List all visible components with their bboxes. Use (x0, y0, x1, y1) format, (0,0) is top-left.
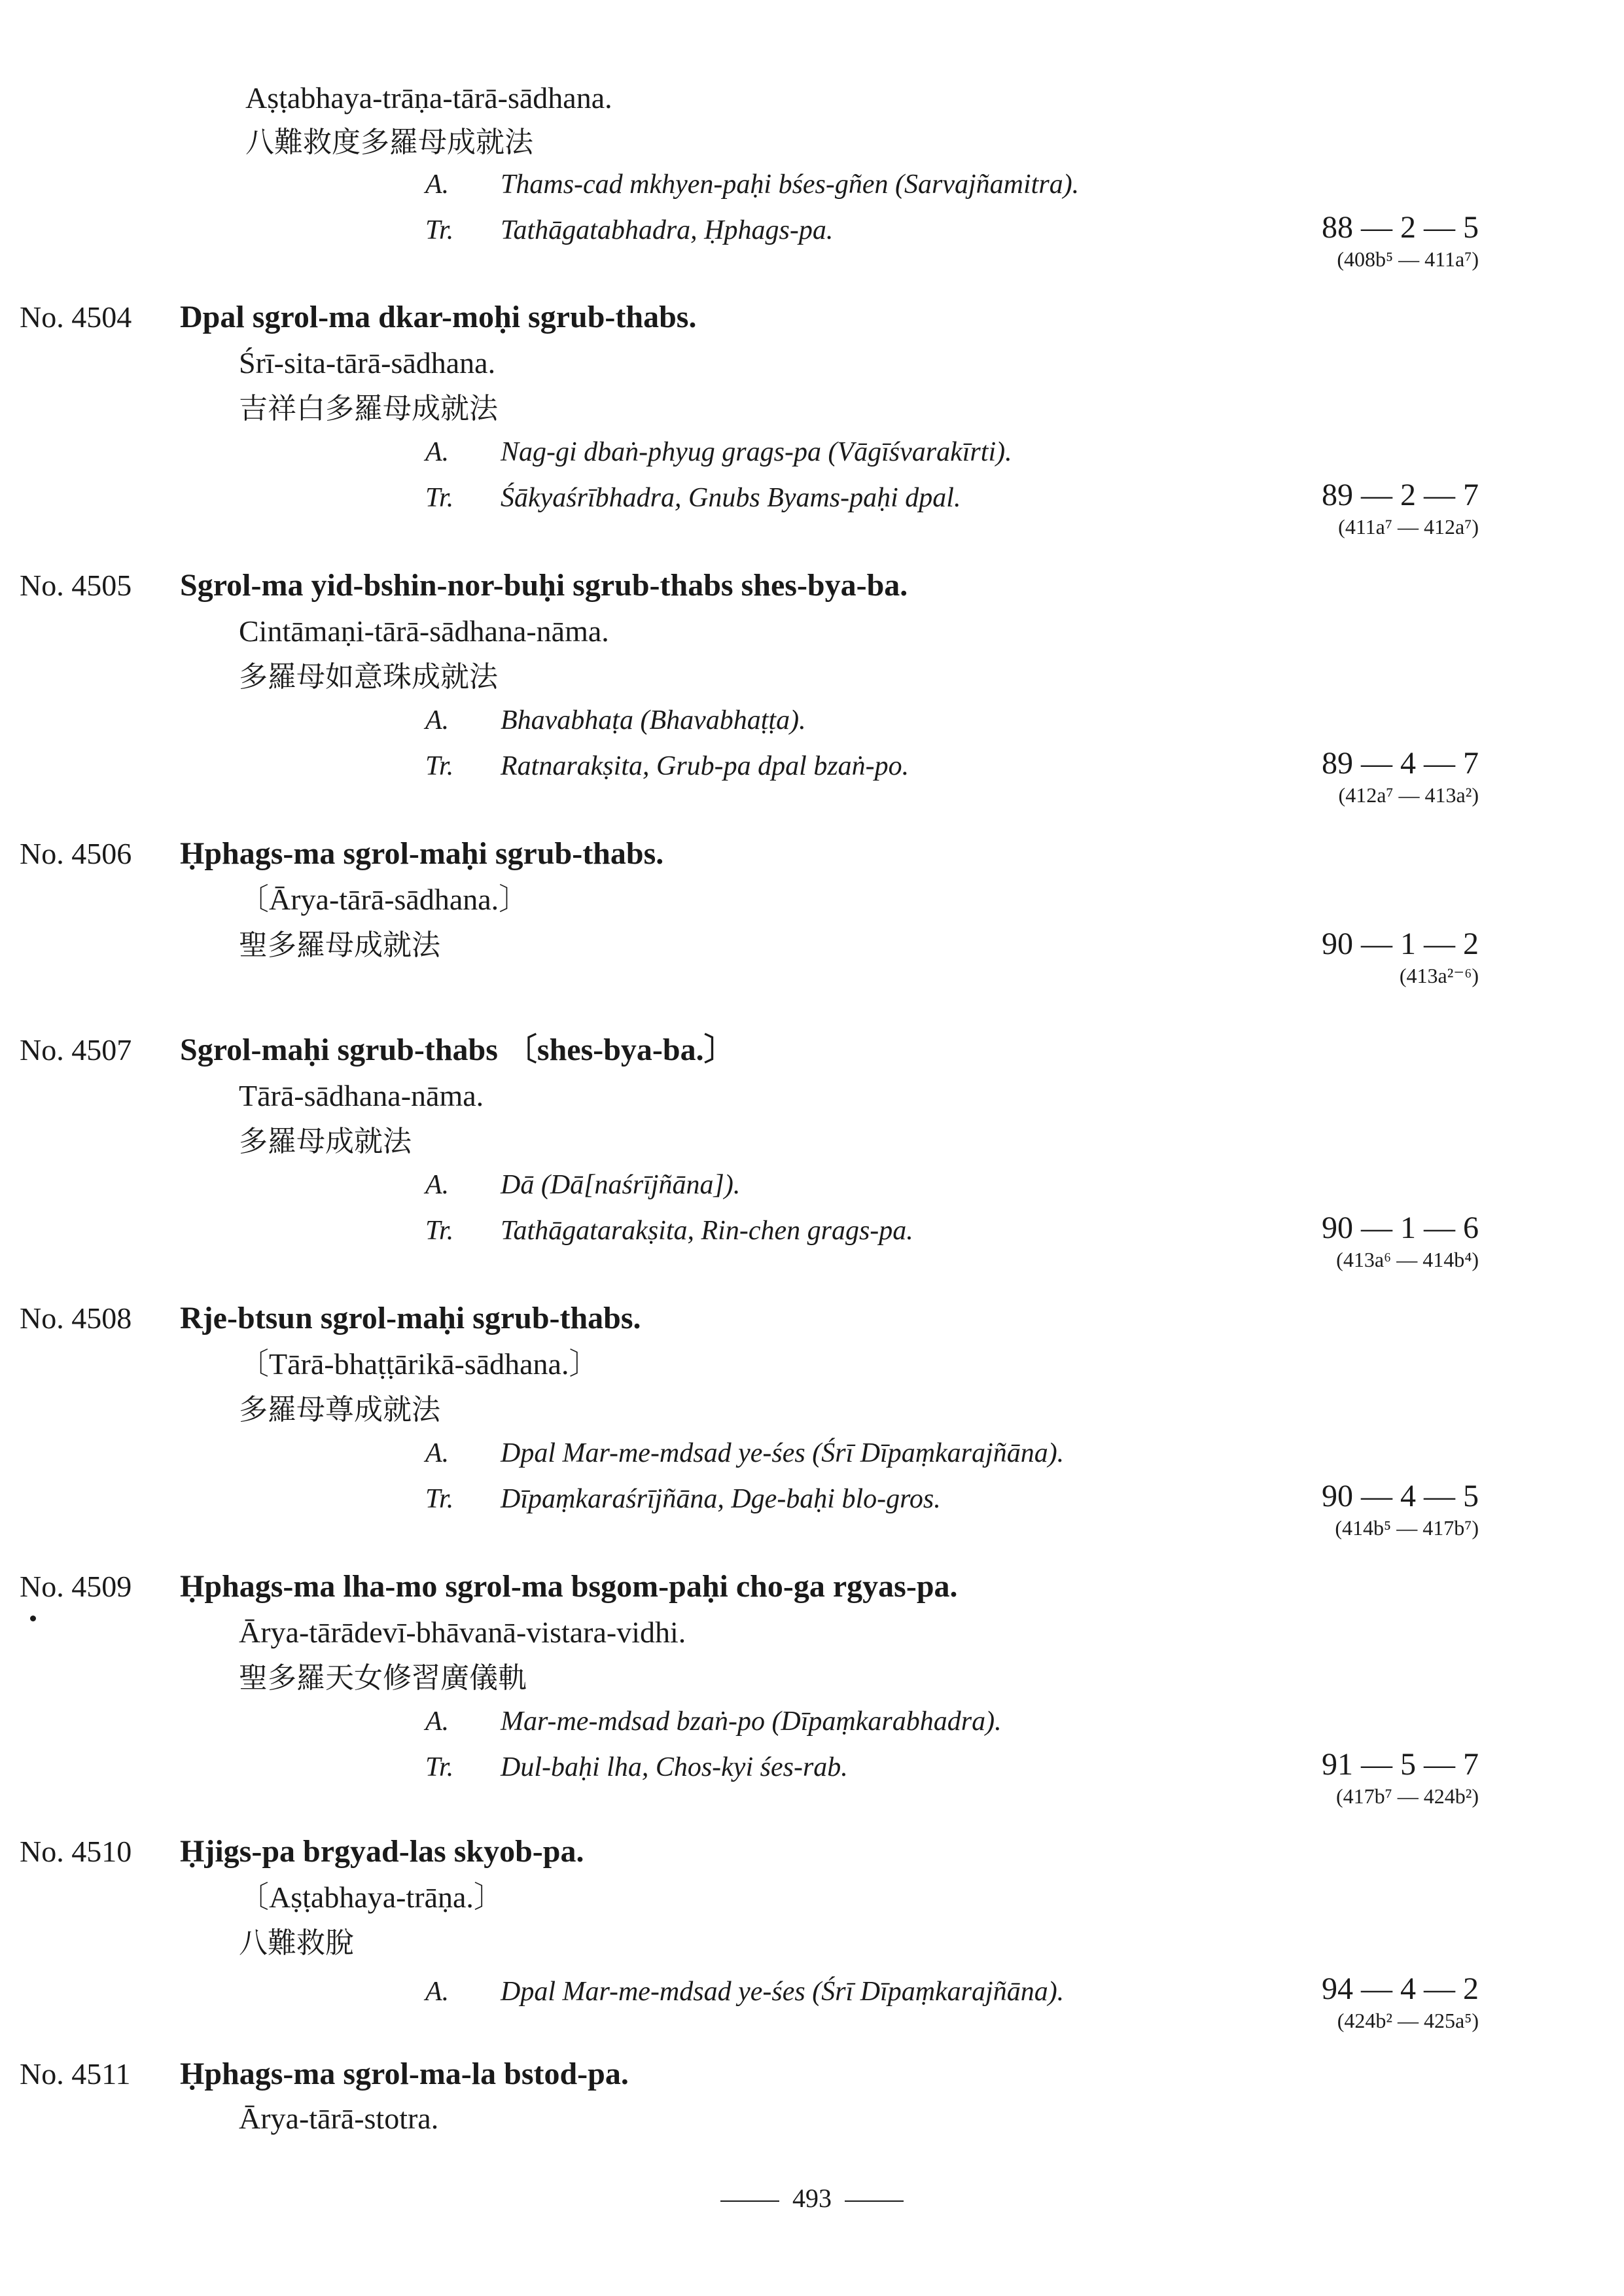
chinese-title: 多羅母尊成就法 (239, 1393, 440, 1426)
chinese-title: 聖多羅母成就法 (239, 928, 440, 962)
author-text: Dpal Mar-me-mdsad ye-śes (Śrī Dīpaṃkarajñāna). (501, 1977, 1065, 2007)
entry-number: No. 4509 (20, 1570, 132, 1603)
tibetan-title: Ḥphags-ma sgrol-maḥi sgrub-thabs. (180, 836, 664, 871)
folio-range: (424b² — 425a⁵) (1337, 2009, 1479, 2032)
sanskrit-title: Tārā-sādhana-nāma. (239, 1079, 484, 1112)
folio-range: (412a⁷ — 413a²) (1338, 783, 1479, 807)
chinese-title: 多羅母如意珠成就法 (239, 660, 498, 694)
author-label: A. (425, 1438, 450, 1468)
page-number: 493 (792, 2183, 832, 2213)
volume-reference: 90 — 4 — 5 (1322, 1479, 1479, 1513)
author-text: Thams-cad mkhyen-paḥi bśes-gñen (Sarvajñamitra). (501, 169, 1080, 200)
tibetan-title: Dpal sgrol-ma dkar-moḥi sgrub-thabs. (180, 300, 697, 334)
volume-reference: 89 — 4 — 7 (1322, 746, 1479, 781)
sanskrit-title: 〔Aṣṭabhaya-trāṇa.〕 (239, 1881, 504, 1914)
tibetan-title: Rje-btsun sgrol-maḥi sgrub-thabs. (180, 1301, 641, 1335)
entry-number: No. 4504 (20, 300, 132, 334)
author-text: Dā (Dā[naśrījñāna]). (501, 1170, 741, 1200)
translator-text: Tathāgatarakṣita, Rin-chen grags-pa. (501, 1216, 913, 1246)
sanskrit-title: Ārya-tārā-stotra. (239, 2102, 439, 2135)
translator-label: Tr. (425, 215, 454, 245)
translator-label: Tr. (425, 1752, 454, 1782)
volume-reference: 89 — 2 — 7 (1322, 478, 1479, 512)
sanskrit-title: Śrī-sita-tārā-sādhana. (239, 346, 496, 380)
sanskrit-title: 〔Tārā-bhaṭṭārikā-sādhana.〕 (239, 1347, 599, 1381)
author-text: Nag-gi dbaṅ-phyug grags-pa (Vāgīśvarakīrti). (501, 437, 1012, 467)
author-label: A. (425, 1170, 450, 1200)
folio-range: (414b⁵ — 417b⁷) (1335, 1516, 1479, 1540)
author-label: A. (425, 169, 450, 200)
entry-number: No. 4506 (20, 837, 132, 870)
entry-number: No. 4505 (20, 569, 132, 602)
translator-label: Tr. (425, 483, 454, 513)
tibetan-title: Sgrol-maḥi sgrub-thabs 〔shes-bya-ba.〕 (180, 1033, 735, 1067)
author-label: A. (425, 705, 450, 735)
folio-range: (417b⁷ — 424b²) (1335, 1784, 1479, 1808)
translator-text: Dul-baḥi lha, Chos-kyi śes-rab. (501, 1752, 848, 1782)
sanskrit-title: Aṣṭabhaya-trāṇa-tārā-sādhana. (245, 81, 612, 115)
footer-rule-right (845, 2200, 904, 2202)
chinese-title: 八難救脫 (239, 1926, 354, 1960)
entry-number: No. 4511 (20, 2057, 131, 2091)
translator-text: Dīpaṃkaraśrījñāna, Dge-baḥi blo-gros. (501, 1484, 941, 1514)
translator-label: Tr. (425, 751, 454, 781)
tibetan-title: Ḥjigs-pa brgyad-las skyob-pa. (180, 1834, 584, 1869)
translator-label: Tr. (425, 1216, 454, 1246)
volume-reference: 88 — 2 — 5 (1322, 210, 1479, 245)
entry-number: No. 4508 (20, 1301, 132, 1335)
volume-reference: 94 — 4 — 2 (1322, 1971, 1479, 2006)
volume-reference: 90 — 1 — 6 (1322, 1210, 1479, 1245)
folio-range: (408b⁵ — 411a⁷) (1337, 247, 1479, 271)
author-label: A. (425, 1706, 450, 1737)
entry-number: No. 4510 (20, 1835, 132, 1868)
page-footer (0, 2179, 1624, 2218)
chinese-title: 八難救度多羅母成就法 (245, 126, 533, 159)
volume-reference: 90 — 1 — 2 (1322, 927, 1479, 961)
author-label: A. (425, 437, 450, 467)
footer-rule-left (720, 2200, 779, 2202)
author-label: A. (425, 1977, 450, 2007)
volume-reference: 91 — 5 — 7 (1322, 1747, 1479, 1782)
folio-range: (413a²⁻⁶) (1399, 964, 1479, 987)
chinese-title: 聖多羅天女修習廣儀軌 (239, 1661, 527, 1695)
chinese-title: 多羅母成就法 (239, 1125, 412, 1158)
chinese-title: 吉祥白多羅母成就法 (239, 392, 498, 425)
folio-range: (411a⁷ — 412a⁷) (1338, 515, 1479, 539)
sanskrit-title: Cintāmaṇi-tārā-sādhana-nāma. (239, 614, 609, 648)
sanskrit-title: Ārya-tārādevī-bhāvanā-vistara-vidhi. (239, 1616, 686, 1649)
translator-text: Tathāgatabhadra, Ḥphags-pa. (501, 215, 834, 245)
author-text: Mar-me-mdsad bzaṅ-po (Dīpaṃkarabhadra). (501, 1706, 1002, 1737)
ink-dot (30, 1616, 36, 1621)
translator-text: Śākyaśrībhadra, Gnubs Byams-paḥi dpal. (501, 483, 961, 513)
tibetan-title: Ḥphags-ma lha-mo sgrol-ma bsgom-paḥi cho-ga rgyas-pa. (180, 1569, 958, 1604)
sanskrit-title: 〔Ārya-tārā-sādhana.〕 (239, 883, 529, 916)
tibetan-title: Sgrol-ma yid-bshin-nor-buḥi sgrub-thabs shes-bya-ba. (180, 568, 908, 603)
author-text: Dpal Mar-me-mdsad ye-śes (Śrī Dīpaṃkarajñāna). (501, 1438, 1065, 1468)
entry-number: No. 4507 (20, 1033, 132, 1067)
translator-label: Tr. (425, 1484, 454, 1514)
tibetan-title: Ḥphags-ma sgrol-ma-la bstod-pa. (180, 2057, 629, 2091)
author-text: Bhavabhaṭa (Bhavabhaṭṭa). (501, 705, 806, 735)
folio-range: (413a⁶ — 414b⁴) (1336, 1248, 1479, 1271)
translator-text: Ratnarakṣita, Grub-pa dpal bzaṅ-po. (501, 751, 909, 781)
